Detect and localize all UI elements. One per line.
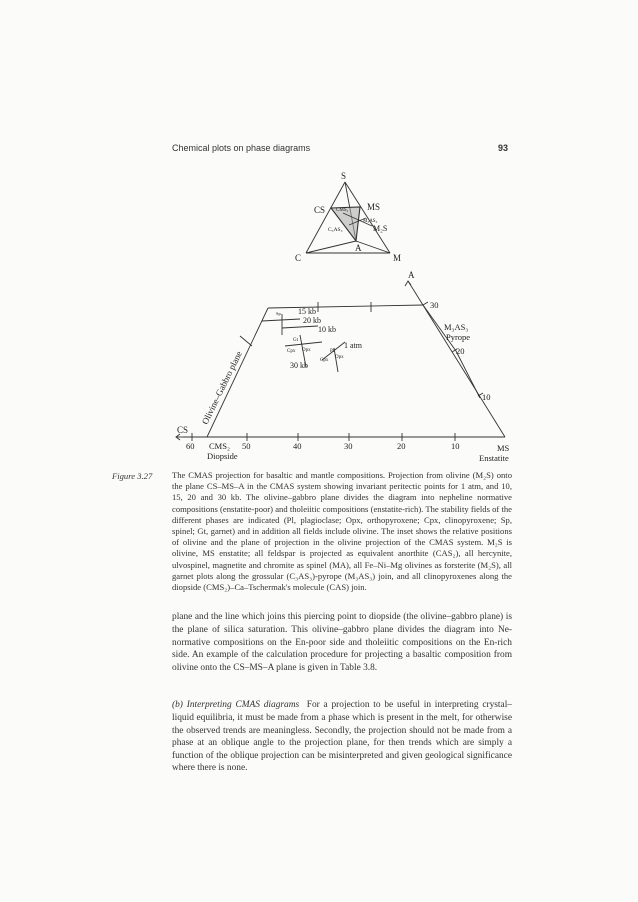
label-enstatite: Enstatite: [479, 453, 509, 463]
inset-label-s: S: [341, 171, 347, 181]
boundary-1atm-b: [334, 348, 338, 372]
label-1atm: 1 atm: [344, 341, 362, 350]
body-paragraph-2: [172, 699, 512, 775]
right-tick-labels: [430, 300, 491, 402]
page-number: 93: [498, 143, 509, 153]
figure-label: Figure 3.27: [112, 471, 153, 481]
inset-tetrahedron: [306, 182, 390, 253]
field-label-gt: Gt: [293, 338, 298, 343]
bottom-tick-label-50: 50: [242, 441, 251, 451]
main-labels: [177, 270, 510, 463]
boundary-10kb: [282, 326, 318, 328]
boundary-gt-cpx: [285, 342, 322, 346]
label-20kb: 20 kb: [303, 316, 321, 325]
right-tick-30: [423, 302, 428, 305]
right-tick-label-10: 10: [482, 392, 491, 402]
figure-caption: The CMAS projection for basaltic and mantle compositions. Projection from olivine (M₂S) onto the plane CS–MS–A in the CMAS system showing invariant peritectic points for 1 atm, and 10, 15, 20 and 30 kb. The olivine–gabbro plane divides the diagram into nepheline normative compositions (enstatite-poor) and tholeiitic compositions (enstatite-rich). The stability fields of the different phases are indicated (Pl, plagioclase; Opx, orthopyroxene; Cpx, clinopyroxene; Sp, spinel; Gt, garnet) and in addition all fields include olivine. The inset shows the relative positions of olivine and the plane of projection in the olivine projection of the CMAS system. M₂S is olivine, MS enstatite; all feldspar is projected as equivalent anorthite (CAS₂), all hercynite, ulvospinel, magnetite and chromite as spinel (MA), all Fe–Ni–Mg olivines as forsterite (M₂S), all garnet plots along the grossular (C₃AS₃)-pyrope (M₃AS₃) join, and all clinopyroxenes along the diopside (CMS₂)–Ca–Tschermak's molecule (CAS) join.: [172, 470, 512, 593]
label-a: A: [408, 270, 415, 280]
label-diopside: Diopside: [207, 451, 238, 461]
running-title: Chemical plots on phase diagrams: [172, 143, 311, 153]
bottom-tick-label-40: 40: [293, 441, 302, 451]
inset-label-m2s: M₂S: [373, 224, 388, 233]
field-label-cpx: Cpx: [287, 349, 296, 354]
top-boundary: [268, 305, 423, 308]
label-15kb: 15 kb: [298, 307, 316, 316]
right-tick-label-30: 30: [430, 300, 439, 310]
label-pyrope: Pyrope: [446, 332, 471, 342]
label-olivine-gabbro-plane: Olivine–Gabbro plane: [199, 349, 244, 426]
bottom-tick-label-20: 20: [397, 441, 406, 451]
field-label-sp: Sp: [276, 311, 281, 316]
body-paragraph-1: plane and the line which joins this piercing point to diopside (the olivine–gabbro plane) is the plane of silica saturation. This olivine–gabbro plane divides the diagram into Ne-normative compositions on the En-poor side and tholeiitic compositions on the En-rich side. An example of the calculation procedure for projecting a basaltic composition from olivine onto the CS–MS–A plane is given in Table 3.8.: [172, 612, 512, 673]
bottom-tick-label-30: 30: [344, 441, 353, 451]
body-paragraph-2-text: For a projection to be useful in interpreting crystal–liquid equilibria, it must be made from a phase which is present in the melt, for otherwise the observed trends are meaningless. Secondly, the projection should not be made from a phase at an oblique angle to the projection plane, for then trends which are simply a function of the oblique projection can be misinterpreted and given geological significance where there is none.: [172, 700, 512, 774]
inset-label-c: C: [295, 253, 302, 263]
field-label-pl: Pl: [330, 349, 335, 354]
label-cms2: CMS₂: [209, 441, 230, 451]
right-tick-label-20: 20: [456, 346, 465, 356]
inset-label-cms2: CMS₂: [336, 208, 349, 213]
bottom-tick-label-10: 10: [451, 441, 460, 451]
field-label-opx-2: Opx: [335, 355, 344, 360]
inset-edge-c-a: [306, 241, 356, 253]
label-m3as3: M₃AS₃: [444, 322, 469, 332]
field-label-cpx-2: Cpx: [320, 358, 329, 363]
right-boundary-lower: [456, 351, 480, 398]
inset-label-cs: CS: [314, 205, 326, 215]
label-10kb: 10 kb: [318, 325, 336, 334]
boundary-plane-tick: [240, 336, 252, 346]
label-ms: MS: [497, 443, 510, 453]
inset-label-c3as3: C₃AS₃: [328, 227, 343, 233]
inset-label-a: A: [355, 243, 362, 253]
arrow-a-head: [405, 281, 411, 286]
inset-label-m: M: [393, 253, 402, 263]
inset-label-ms: MS: [367, 202, 381, 212]
label-cs: CS: [177, 425, 189, 435]
bottom-tick-label-60: 60: [186, 441, 195, 451]
label-30kb: 30 kb: [290, 361, 308, 370]
inset-label-m3as3: M₃AS₃: [363, 219, 378, 224]
main-triangle: [176, 281, 505, 441]
field-label-opx: Opx: [302, 348, 311, 353]
edge-a-ms: [413, 289, 505, 437]
section-heading: (b) Interpreting CMAS diagrams: [172, 700, 300, 711]
olivine-gabbro-plane-line: [207, 308, 268, 437]
boundary-15kb: [262, 319, 300, 321]
